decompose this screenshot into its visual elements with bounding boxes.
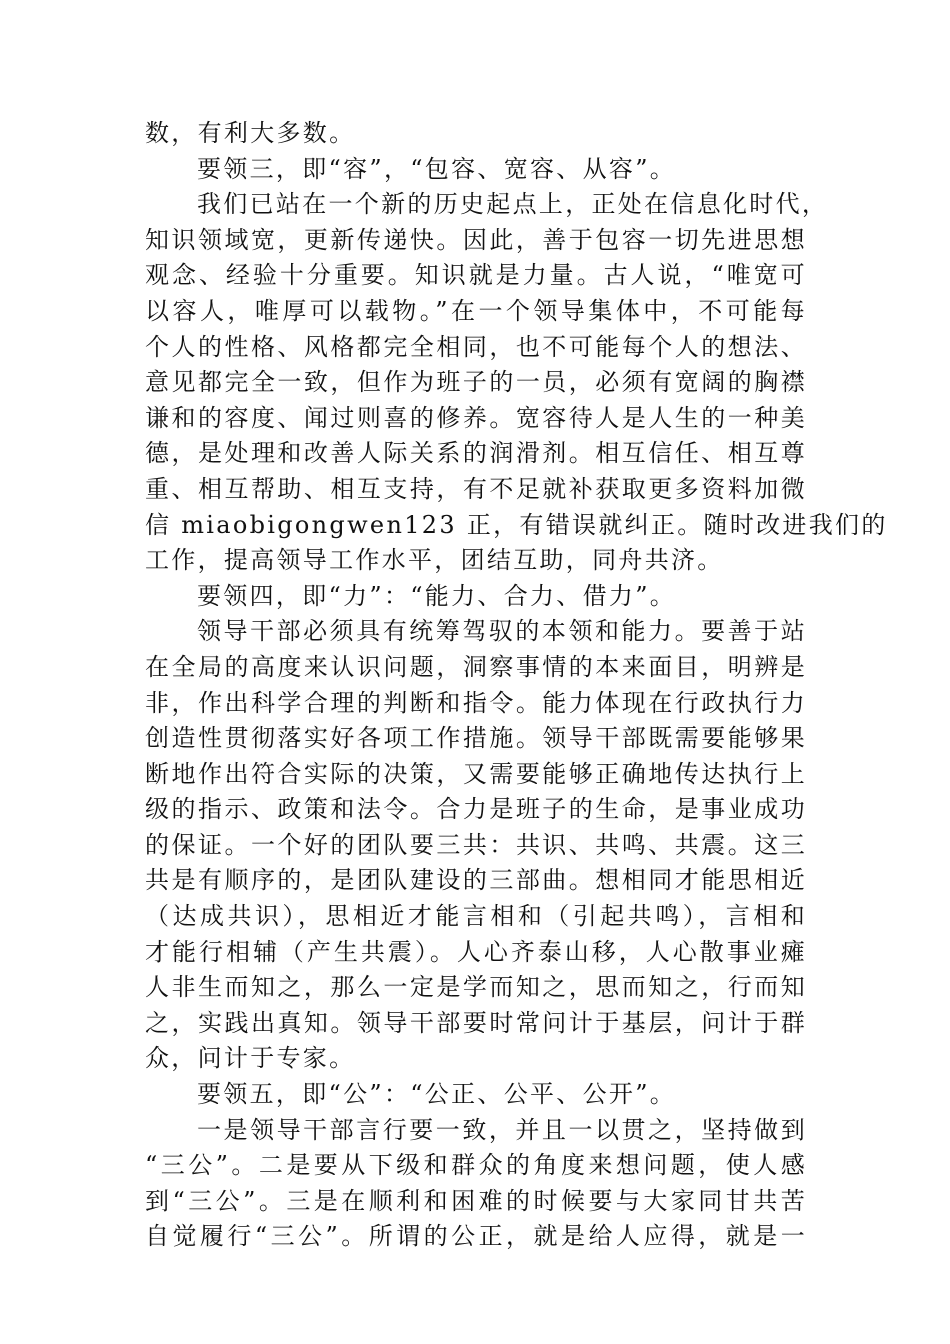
text-line: “三公”。二是要从下级和群众的角度来想问题，使人感 (145, 1151, 807, 1180)
text-line: 我们已站在一个新的历史起点上，正处在信息化时代， (197, 190, 829, 219)
text-line: 共是有顺序的，是团队建设的三部曲。想相同才能思相近 (145, 866, 807, 895)
text-line: 信 miaobigongwen123 正，有错误就纠正。随时改进我们的 (145, 510, 888, 539)
text-line: 才能行相辅（产生共震）。人心齐泰山移，人心散事业瘫 (145, 937, 807, 966)
text-line: 数，有利大多数。 (145, 119, 356, 147)
text-line: 德，是处理和改善人际关系的润滑剂。相互信任、相互尊 (145, 439, 807, 468)
section-heading: 要领五，即“公”：“公正、公平、公开”。 (197, 1080, 677, 1109)
text-line: 知识领域宽，更新传递快。因此，善于包容一切先进思想 (145, 225, 807, 254)
text-line: 观念、经验十分重要。知识就是力量。古人说，“唯宽可 (145, 261, 807, 290)
text-line: 自觉履行“三公”。所谓的公正，就是给人应得，就是一 (145, 1222, 807, 1251)
text-line: 创造性贯彻落实好各项工作措施。领导干部既需要能够果 (145, 724, 807, 753)
text-line: 的保证。一个好的团队要三共：共识、共鸣、共震。这三 (145, 830, 807, 859)
text-line: 众，问计于专家。 (145, 1044, 356, 1073)
section-heading: 要领三，即“容”，“包容、宽容、从容”。 (197, 154, 677, 183)
text-line: 以容人，唯厚可以载物。”在一个领导集体中，不可能每 (145, 296, 807, 325)
text-line: 到“三公”。三是在顺利和困难的时候要与大家同甘共苦 (145, 1186, 807, 1215)
section-heading: 要领四，即“力”：“能力、合力、借力”。 (197, 581, 677, 610)
document-body (145, 116, 888, 1255)
text-line: 非，作出科学合理的判断和指令。能力体现在行政执行力 (145, 688, 807, 717)
text-line: 在全局的高度来认识问题，洞察事情的本来面目，明辨是 (145, 652, 807, 681)
text-line: 一是领导干部言行要一致，并且一以贯之，坚持做到 (197, 1115, 807, 1144)
text-line: 谦和的容度、闻过则喜的修养。宽容待人是人生的一种美 (145, 403, 807, 432)
text-line: 意见都完全一致，但作为班子的一员，必须有宽阔的胸襟 (145, 368, 807, 397)
text-line: （达成共识），思相近才能言相和（引起共鸣），言相和 (145, 902, 807, 931)
text-line: 之，实践出真知。领导干部要时常问计于基层，问计于群 (145, 1008, 807, 1037)
text-line: 个人的性格、风格都完全相同，也不可能每个人的想法、 (145, 332, 807, 361)
text-line: 人非生而知之，那么一定是学而知之，思而知之，行而知 (145, 973, 807, 1002)
text-line: 领导干部必须具有统筹驾驭的本领和能力。要善于站 (197, 617, 807, 646)
text-line: 工作，提高领导工作水平，团结互助，同舟共济。 (145, 546, 724, 575)
text-line: 级的指示、政策和法令。合力是班子的生命，是事业成功 (145, 795, 807, 824)
text-line: 断地作出符合实际的决策，又需要能够正确地传达执行上 (145, 759, 807, 788)
text-line: 重、相互帮助、相互支持，有不足就补获取更多资料加微 (145, 474, 807, 503)
